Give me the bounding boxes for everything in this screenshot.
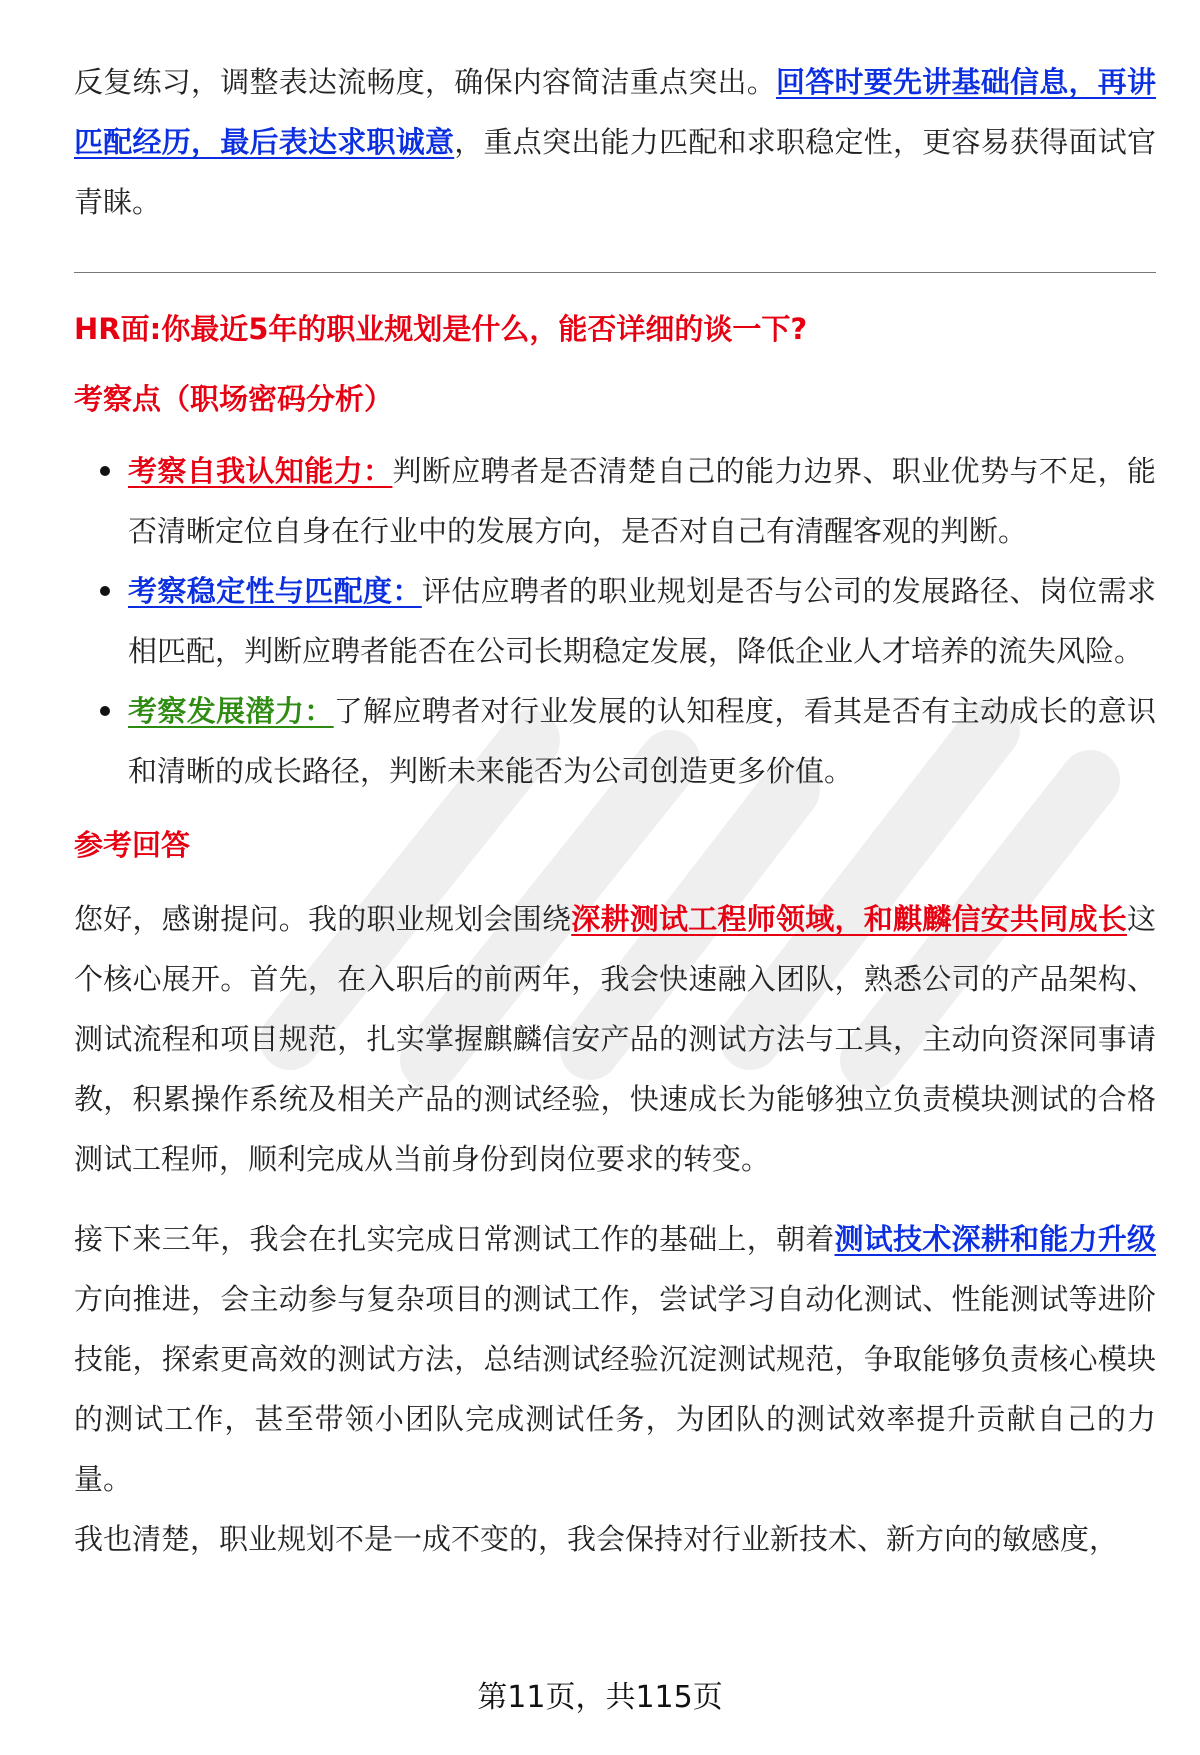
bullet-icon (100, 706, 110, 716)
list-item (74, 681, 1156, 801)
intro-highlight: 回答时要先讲基础信息，再讲匹配经历，最后表达求职诚意 (74, 65, 1156, 159)
intro-paragraph (74, 52, 1156, 232)
point-text: 了解应聘者对行业发展的认知程度，看其是否有主动成长的意识和清晰的成长路径，判断未来能否为公司创造更多价值。 (128, 694, 1156, 788)
answer-paragraph-3: 我也清楚，职业规划不是一成不变的，我会保持对行业新技术、新方向的敏感度， (74, 1522, 1119, 1556)
list-item (74, 561, 1156, 681)
point-text: 评估应聘者的职业规划是否与公司的发展路径、岗位需求相匹配，判断应聘者能否在公司长期稳定发展，降低企业人才培养的流失风险。 (128, 574, 1156, 668)
document-page (74, 52, 1156, 1569)
point-label: 考察稳定性与匹配度： (128, 574, 422, 608)
answer-p1-text-a: 您好，感谢提问。我的职业规划会围绕 (74, 902, 572, 936)
point-text: 判断应聘者是否清楚自己的能力边界、职业优势与不足，能否清晰定位自身在行业中的发展方向，是否对自己有清醒客观的判断。 (128, 454, 1156, 548)
bullet-icon (100, 586, 110, 596)
paragraph-gap (74, 1189, 1156, 1209)
list-item (74, 441, 1156, 561)
bullet-icon (100, 466, 110, 476)
answer-p2-text-b: 方向推进，会主动参与复杂项目的测试工作，尝试学习自动化测试、性能测试等进阶技能，探索更高效的测试方法，总结测试经验沉淀测试规范，争取能够负责核心模块的测试工作，甚至带领小团队完成测试任务，为团队的测试效率提升贡献自己的力量。 (74, 1282, 1156, 1496)
answer-paragraph-1 (74, 889, 1156, 1189)
answer-p2-text-a: 接下来三年，我会在扎实完成日常测试工作的基础上，朝着 (74, 1222, 835, 1256)
section-divider (74, 272, 1156, 273)
page-number: 第11页，共115页 (477, 1680, 723, 1715)
answer-title: 参考回答 (74, 828, 191, 862)
question-title: HR面:你最近5年的职业规划是什么，能否详细的谈一下? (74, 312, 808, 346)
points-title: 考察点（职场密码分析） (74, 382, 394, 416)
answer-p2-highlight: 测试技术深耕和能力升级 (834, 1222, 1156, 1256)
intro-text-b: ，重点突出能力匹配和求职稳定性，更容易获得面试官青睐。 (74, 125, 1156, 219)
answer-p1-text-b: 这个核心展开。首先，在入职后的前两年，我会快速融入团队，熟悉公司的产品架构、测试流程和项目规范，扎实掌握麒麟信安产品的测试方法与工具，主动向资深同事请教，积累操作系统及相关产品的测试经验，快速成长为能够独立负责模块测试的合格测试工程师，顺利完成从当前身份到岗位要求的转变。 (74, 902, 1156, 1176)
intro-text-a: 反复练习，调整表达流畅度，确保内容简洁重点突出。 (74, 65, 776, 99)
points-list (74, 441, 1156, 801)
point-label: 考察发展潜力： (128, 694, 334, 728)
point-label: 考察自我认知能力： (128, 454, 393, 488)
answer-p1-highlight: 深耕测试工程师领域，和麒麟信安共同成长 (571, 902, 1127, 936)
answer-paragraph-2 (74, 1209, 1156, 1509)
